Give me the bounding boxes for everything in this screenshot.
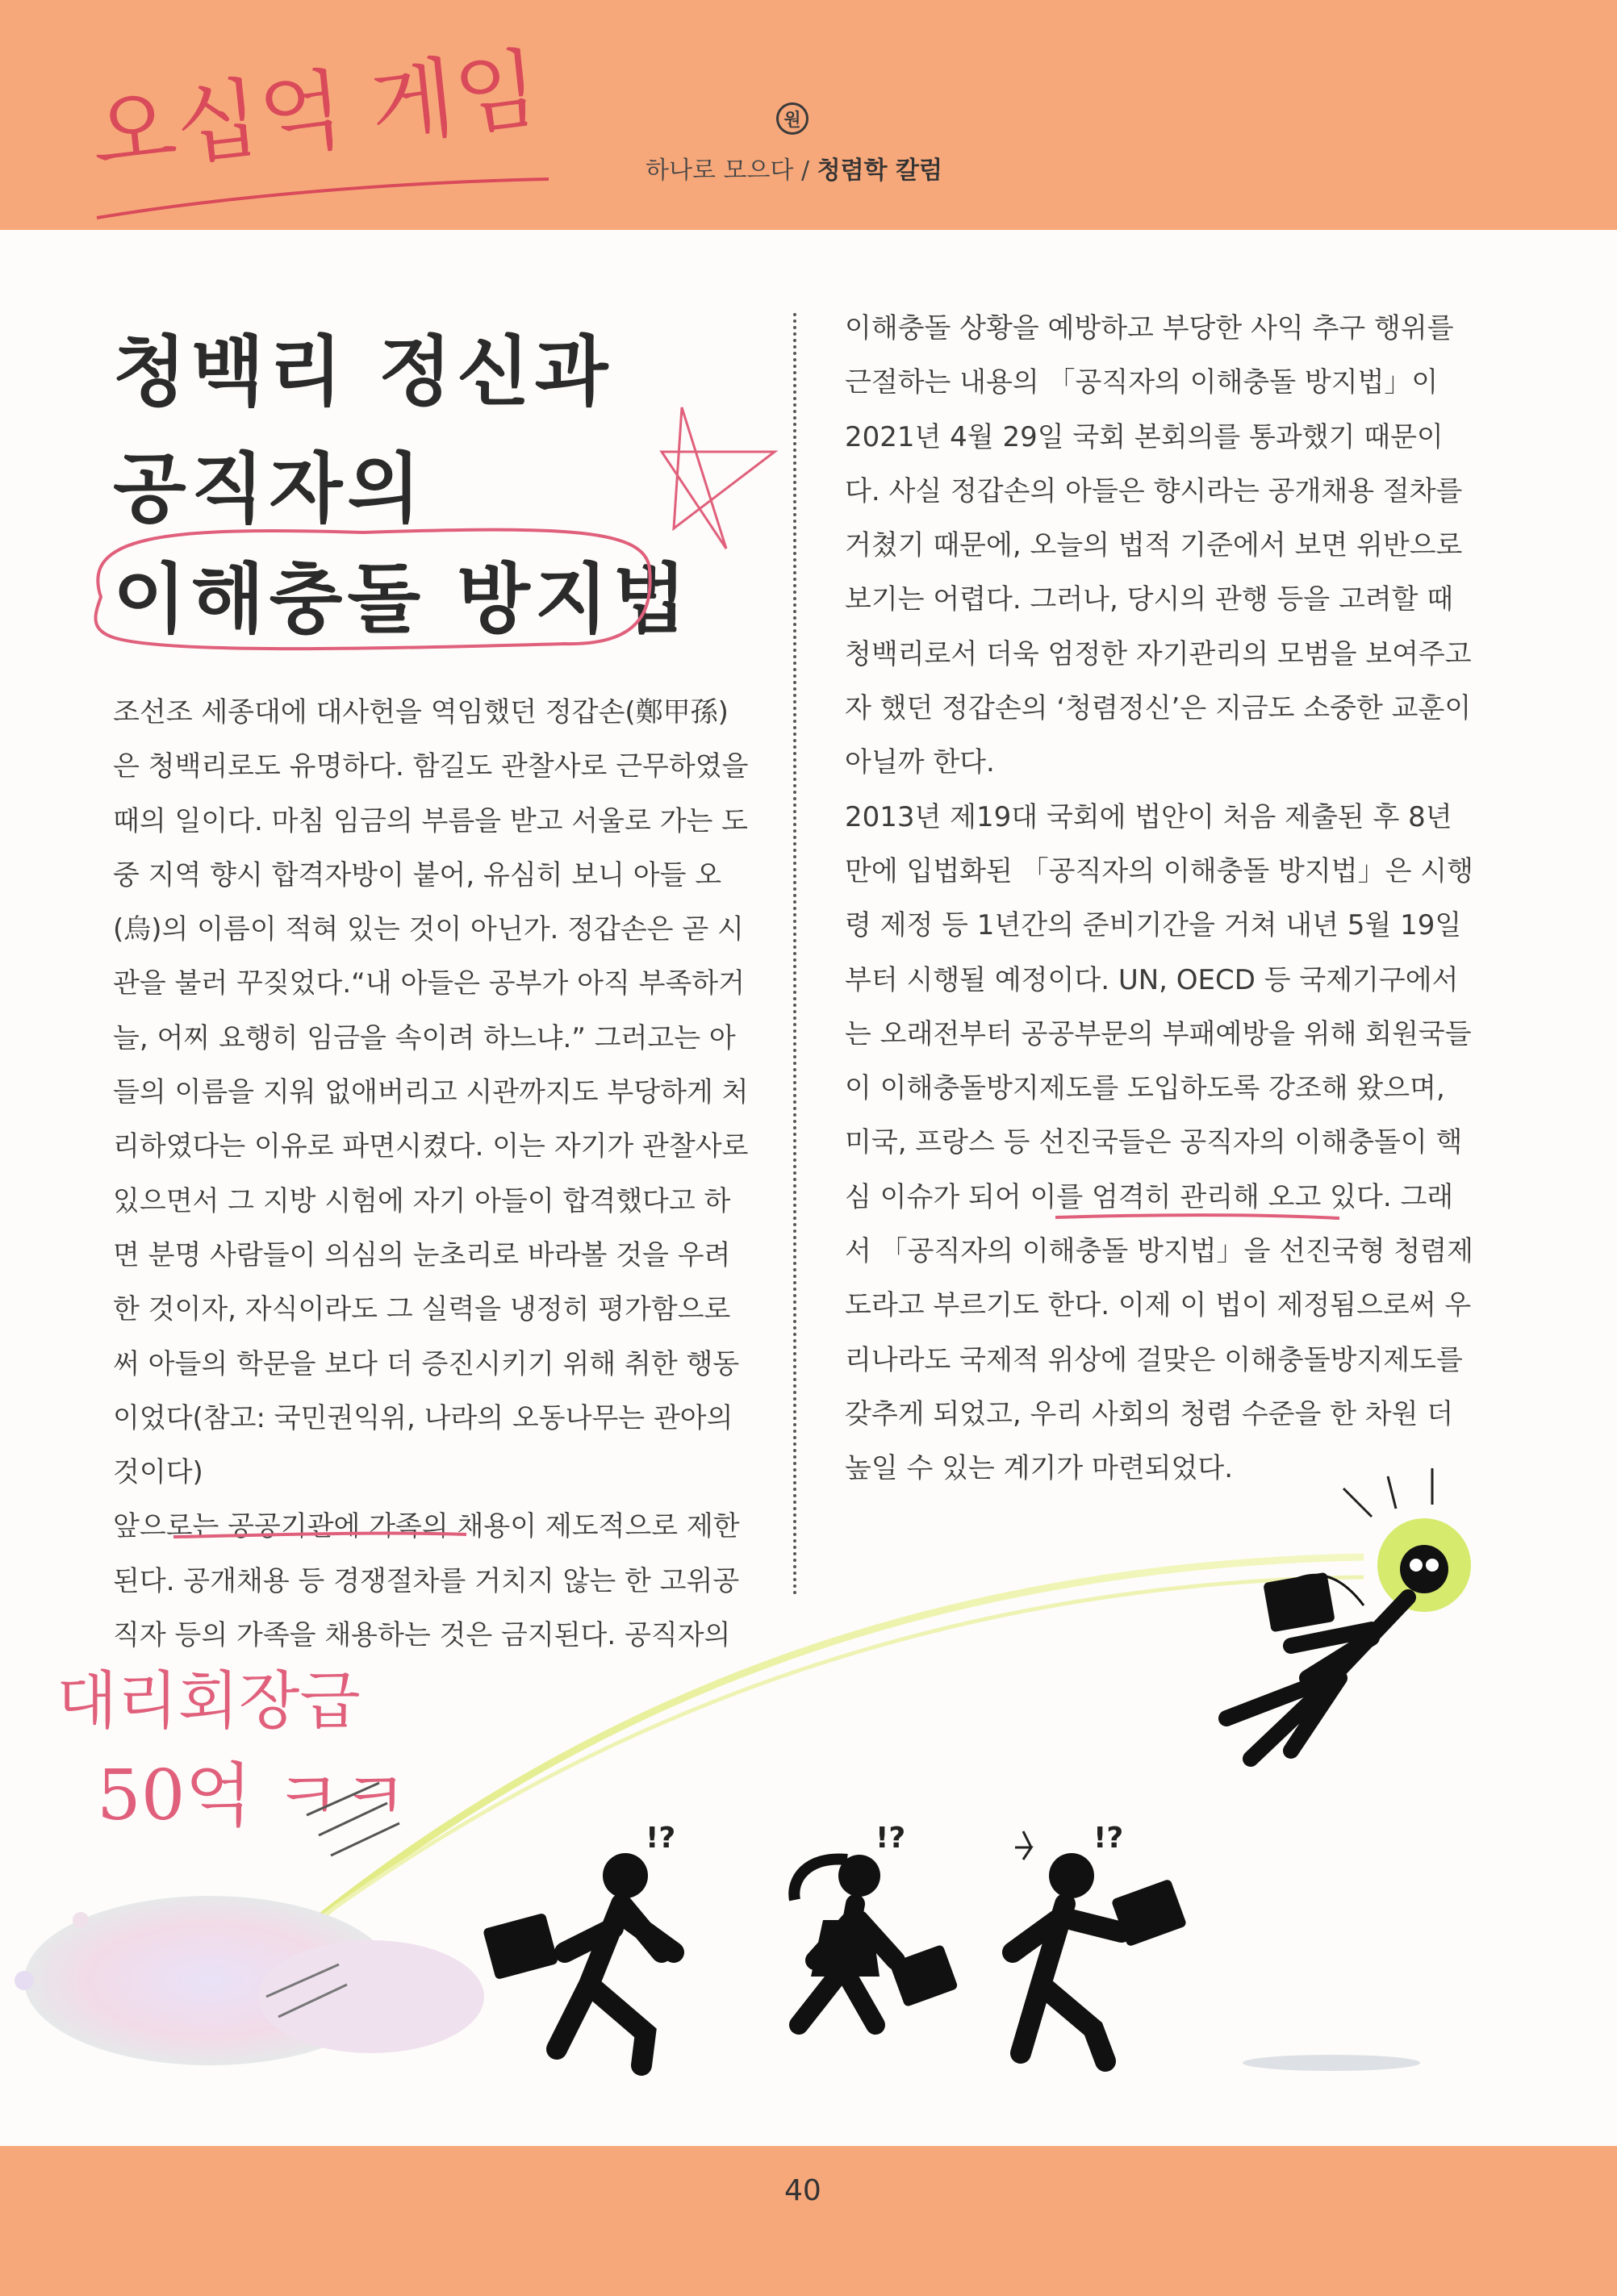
runner-1 (483, 1822, 675, 2065)
runner-3-body (1013, 1904, 1122, 2061)
title-circle-annotation (95, 530, 650, 649)
underline-annotation-right (1055, 1215, 1339, 1218)
speed-trail (258, 1557, 1364, 1968)
runner-2-dress (811, 1920, 880, 1977)
title-line-2: 공직자의 (113, 445, 426, 533)
handwritten-top-text: 오십억 게임 (86, 39, 544, 186)
figure-head (1400, 1545, 1448, 1593)
runner-1-head (603, 1853, 648, 1898)
runner-2 (794, 1822, 959, 2025)
dust-dot (15, 1971, 34, 1990)
handwritten-title-note (87, 39, 549, 218)
dust-dot (73, 1912, 89, 1928)
title-line-1: 청백리 정신과 (113, 328, 613, 416)
dust-cloud-2 (258, 1940, 484, 2053)
logo-char: 원 (783, 110, 801, 131)
handwritten-note-line-2: 50억 ㅋㅋ (97, 1755, 408, 1836)
runner-1-body (557, 1904, 674, 2065)
handwritten-underline (97, 179, 549, 218)
shine-lines (1343, 1468, 1432, 1517)
right-paragraph-2: 2013년 제19대 국회에 법안이 처음 제출된 후 8년만에 입법화된 「공직자의 이해충돌 방지법」은 시행령 제정 등 1년간의 준비기간을 거쳐 내년 5월 19일부터 시행될 예정이다. UN, OECD 등 국제기구에서는 오래전부터 공공부문의 부패예방을 위해 회원국들이 이해충돌방지제도를 도입하도록 강조해 왔으며, 미국, 프랑스 등 선진국들은 공직자의 이해충돌이 핵심 이슈가 되어 이를 엄격히 관리해 오고 있다. 그래서 「공직자의 이해충돌 방지법」을 선진국형 청렴제도라고 부르기도 한다. 이제 이 법이 제정됨으로써 우리나라도 국제적 위상에 걸맞은 이해충돌방지제도를 갖추게 되었고, 우리 사회의 청렴 수준을 한 차원 더 높일 수 있는 계기가 마련되었다. (845, 800, 1473, 1485)
handwritten-note-line-1: 대리회장급 (56, 1665, 361, 1738)
left-paragraph-2: 앞으로는 공공기관에 가족의 채용이 제도적으로 제한된다. 공개채용 등 경쟁절차를 거치지 않는 한 고위공직자 등의 가족을 채용하는 것은 금지된다. 공직자의 (113, 1510, 740, 1652)
briefcase-icon (483, 1913, 558, 1980)
handwritten-note-bottom (56, 1665, 408, 1836)
left-paragraph-1: 조선조 세종대에 대사헌을 역임했던 정갑손(鄭甲孫)은 청백리로도 유명하다. 함길도 관찰사로 근무하였을 때의 일이다. 마침 임금의 부름을 받고 서울로 가는 도중 지역 향시 합격자방이 붙어, 유심히 보니 아들 오(烏)의 이름이 적혀 있는 것이 아닌가. 정갑손은 곧 시관을 불러 꾸짖었다.“내 아들은 공부가 아직 부족하거늘, 어찌 요행히 임금을 속이려 하느냐.” 그러고는 아들의 이름을 지워 없애버리고 시관까지도 부당하게 처리하였다는 이유로 파면시켰다. 이는 자기가 관찰사로 있으면서 그 지방 시험에 자기 아들이 합격했다고 하면 분명 사람들이 의심의 눈초리로 바라볼 것을 우려한 것이자, 자식이라도 그 실력을 냉정히 평가함으로써 아들의 학문을 보다 더 증진시키기 위해 취한 행동이었다(참고: 국민권익위, 나라의 오동나무는 관아의 것이다) (113, 696, 749, 1489)
title-line-3: 이해충돌 방지법 (113, 555, 692, 644)
right-paragraph-1: 이해충돌 상황을 예방하고 부당한 사익 추구 행위를 근절하는 내용의 「공직자의 이해충돌 방지법」이 2021년 4월 29일 국회 본회의를 통과했기 때문이다. 사실 정갑손의 아들은 향시라는 공개채용 절차를 거쳤기 때문에, 오늘의 법적 기준에서 보면 위반으로 보기는 어렵다. 그러나, 당시의 관행 등을 고려할 때 청백리로서 더욱 엄정한 자기관리의 모범을 보여주고자 했던 정갑손의 ‘청렴정신’은 지금도 소중한 교훈이 아닐까 한다. (845, 312, 1472, 779)
exclaim-mark: !? (875, 1822, 906, 1855)
section-name: 청렴학 칼럼 (817, 157, 942, 185)
runner-3 (1013, 1822, 1187, 2061)
ground-shadow (1243, 2055, 1420, 2071)
anger-mark-icon (1015, 1831, 1031, 1860)
glasses-icon (1426, 1559, 1439, 1572)
runner-3-head (1049, 1853, 1094, 1898)
glasses-icon (1410, 1559, 1423, 1572)
section-prefix: 하나로 모으다 / (646, 157, 817, 185)
exclaim-mark: !? (1093, 1822, 1124, 1855)
underline-annotation-left (173, 1533, 466, 1537)
exclaim-mark: !? (646, 1822, 676, 1855)
speed-trail-2 (307, 1577, 1364, 1928)
star-doodle-icon (662, 407, 775, 549)
page-number: 40 (784, 2174, 821, 2207)
flying-figure (1226, 1468, 1471, 1759)
